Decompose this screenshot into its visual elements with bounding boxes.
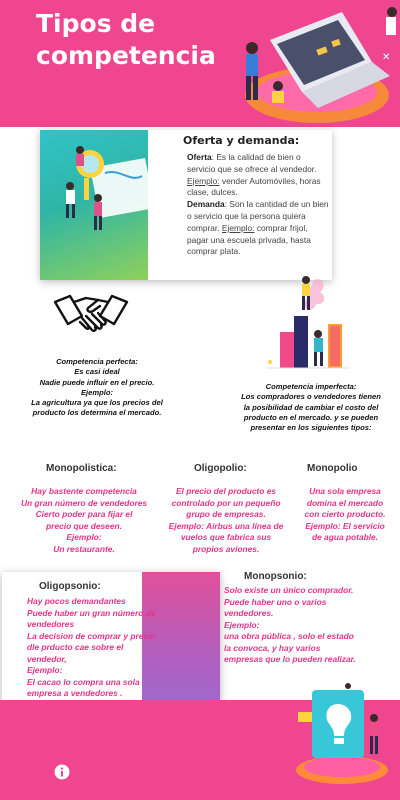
imperfecta-line: Competencia imperfecta: — [265, 382, 357, 391]
perfecta-line: Ejemplo: — [80, 387, 114, 397]
monopolio-line: Una sola empresa — [309, 486, 381, 496]
oligopolio-line: Ejemplo: Airbus una línea de — [168, 520, 284, 531]
page-title: Tipos de competencia — [36, 9, 216, 70]
ejemplo-label: Ejemplo: — [187, 175, 220, 186]
monopolio-line: domina el mercado — [306, 497, 384, 508]
competencia-perfecta — [12, 357, 182, 419]
oferta-description — [187, 152, 329, 258]
demanda-text: comprar frijol, pagar una escuela privada, hasta comprar plata. — [187, 222, 311, 257]
handshake-icon — [52, 292, 130, 340]
perfecta-line: Nadie puede influir en el precio. — [39, 377, 155, 387]
info-icon[interactable] — [54, 764, 70, 780]
oferta-label: Oferta — [187, 152, 212, 162]
oligopsonio-line: La decision de comprar y precio — [27, 630, 156, 641]
monopsonio-line: la convoca, y hay varios — [224, 642, 321, 653]
ejemplo-label: Ejemplo: — [221, 222, 255, 233]
perfecta-line: Competencia perfecta: — [56, 357, 138, 366]
oligopsonio-line: vendedores — [27, 619, 75, 629]
monopolistica-line: Cierto poder para fijar el — [35, 509, 133, 519]
laptop-illustration — [222, 0, 400, 125]
monopsonio-line: empresas que lo pueden realizar. — [224, 654, 356, 664]
monopsonio-line: una obra pública , solo el estado — [224, 631, 354, 641]
oligopsonio-line: Hay pocos demandantes — [27, 596, 126, 606]
monopolistica-line: Un gran número de vendedores — [20, 497, 148, 508]
monopolio-text — [292, 486, 398, 544]
oligopsonio-line: Puede haber un gran número de — [27, 607, 156, 618]
oligopolio-line: controlado por un pequeño — [171, 497, 281, 508]
monopolistica-line: Ejemplo: — [66, 532, 102, 542]
monopsonio-title: Monopsonio: — [244, 571, 307, 582]
monopolistica-line: Hay bastente competencia — [31, 486, 137, 496]
monopolistica-line: Un restaurante. — [53, 543, 115, 554]
perfecta-line: producto los determina el mercado. — [32, 408, 162, 418]
oligopsonio-line: El cacao lo compra una sola — [27, 676, 140, 687]
imperfecta-line: presentar en los siguientes tipos: — [250, 423, 372, 433]
demanda-text: : Son la cantidad de un bien o servicio que la persona quiera comprar. — [187, 199, 329, 233]
oligopsonio-line: empresa a vendedores . — [27, 688, 123, 698]
oligopolio-title: Oligopolio: — [194, 463, 247, 474]
monopsonio-line: Ejemplo: — [224, 619, 260, 630]
oligopolio-line: El precio del producto es — [175, 486, 277, 496]
monopsonio-text — [224, 585, 396, 666]
imperfecta-line: la posibilidad de cambiar el costo del — [243, 402, 379, 412]
monopsonio-line: vendedores. — [224, 608, 274, 618]
bar-people-illustration — [262, 270, 352, 372]
oligopsonio-text — [27, 596, 222, 700]
monopolio-line: con cierto producto. — [304, 509, 386, 519]
monopolio-line: Ejemplo: El servicio — [305, 520, 385, 531]
perfecta-line: La agricultura ya que los precios del — [31, 398, 163, 408]
oferta-text: : Es la calidad de bien o servicio que se ofrece al vendedor. — [187, 152, 317, 174]
oligopsonio-line: dle prducto cae sobre el — [27, 642, 124, 652]
oligopsonio-line: vendedor, — [27, 653, 67, 664]
monopolio-line: de agua potable. — [311, 532, 379, 542]
demanda-label: Demanda — [187, 199, 225, 210]
oligopsonio-line: Ejemplo: — [27, 665, 63, 675]
oferta-card — [40, 130, 332, 280]
monopolistica-title: Monopolistica: — [46, 463, 117, 474]
perfecta-line: Es casi ideal — [74, 367, 120, 377]
monopolistica-text — [8, 486, 160, 555]
person-head — [246, 42, 258, 54]
lightbulb-illustration — [288, 682, 396, 786]
competencia-imperfecta — [226, 382, 396, 433]
oligopolio-line: grupo de empresas. — [186, 509, 266, 519]
oligopolio-line: propios aviones. — [192, 543, 260, 554]
monopolistica-line: precio que deseen. — [46, 520, 122, 531]
oligopolio-line: vuelos que fabrica sus — [180, 532, 272, 542]
monopsonio-line: Puede haber uno o varios — [224, 596, 327, 607]
oligopolio-text — [160, 486, 292, 555]
map-illustration — [50, 138, 160, 248]
svg-text:✕: ✕ — [382, 52, 391, 63]
oligopsonio-card — [2, 572, 220, 718]
imperfecta-line: Los compradores o vendedores tienen — [241, 392, 381, 402]
oferta-text: vender Automóviles, horas clase, dulces. — [187, 175, 321, 198]
imperfecta-line: producto en el mercado. y se pueden — [243, 412, 379, 422]
monopolio-title: Monopolio — [307, 463, 358, 474]
monopsonio-line: Solo existe un único comprador. — [224, 585, 354, 595]
oferta-title: Oferta y demanda: — [183, 134, 300, 147]
oligopsonio-title: Oligopsonio: — [39, 581, 101, 592]
